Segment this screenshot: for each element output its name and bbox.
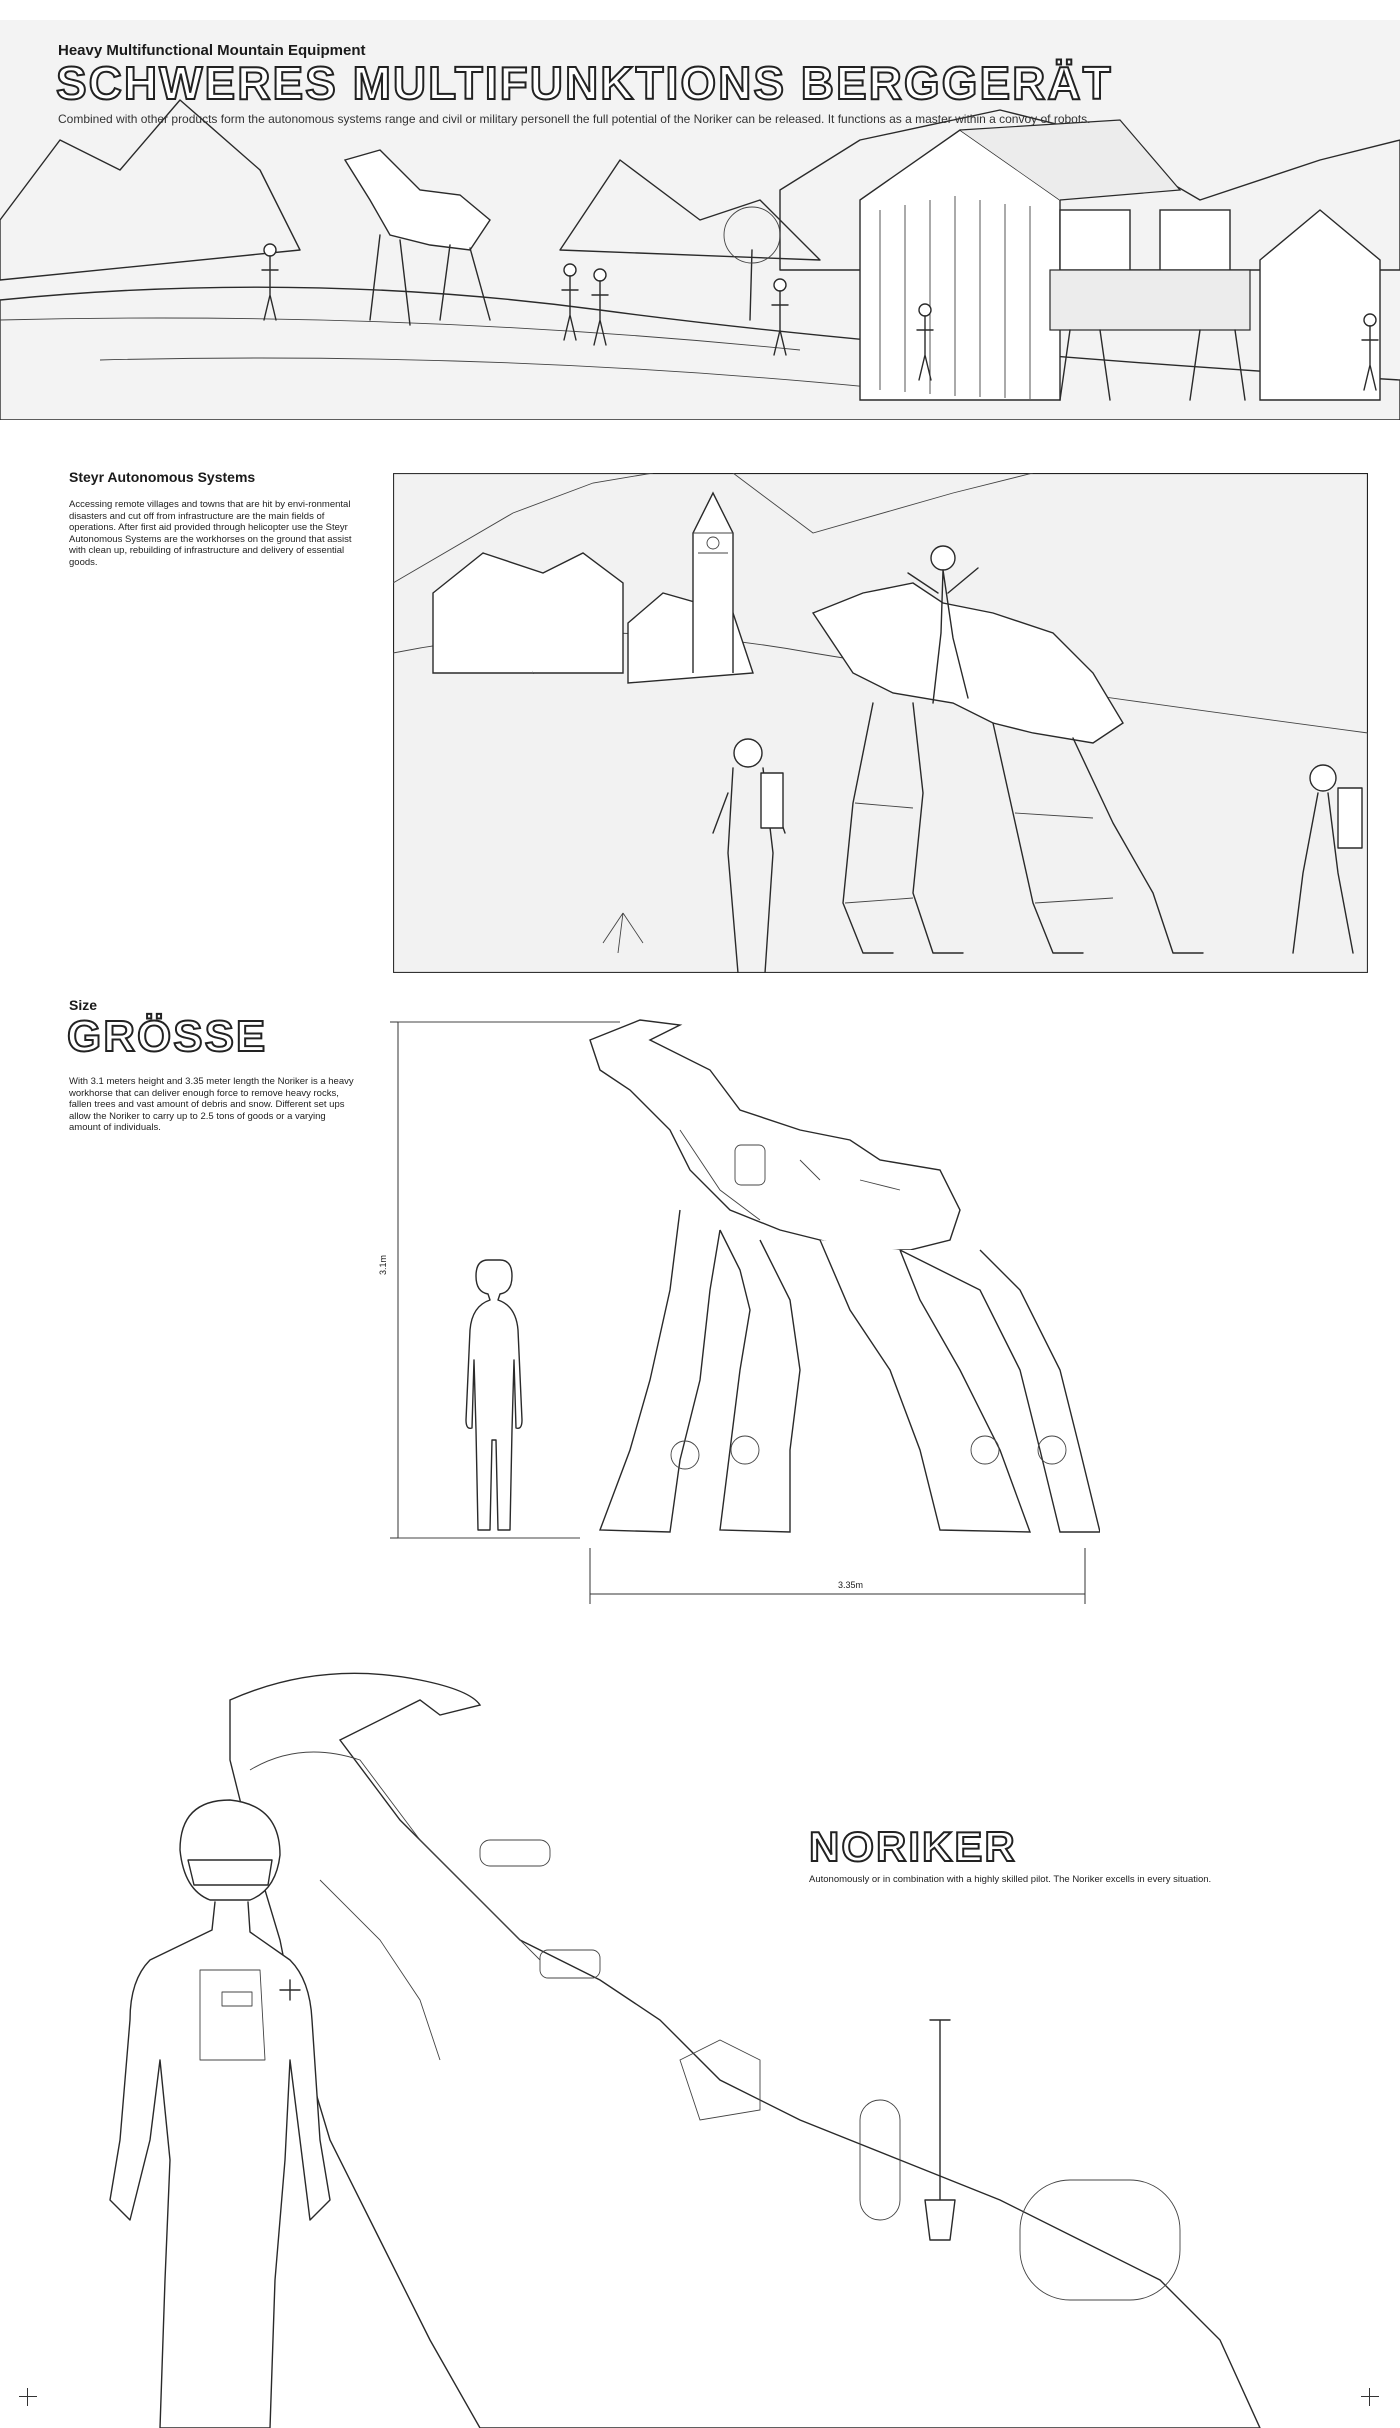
size-comparison-diagram (380, 1010, 1100, 1610)
village-scene-illustration (393, 473, 1368, 973)
size-title: GRÖSSE (67, 1012, 268, 1061)
systems-body: Accessing remote villages and towns that are hit by envi-ronmental disasters and cut off from infrastructure are the main fields of operations. After first aid provided through helicopter use the Steyr Autonomous Systems are the workhorses on the ground that assist with clean up, rebuilding of infrastructure and delivery of essential goods. (69, 499, 352, 568)
page-title: SCHWERES MULTIFUNKTIONS BERGGERÄT (56, 57, 1113, 109)
header-eyebrow: Heavy Multifunctional Mountain Equipment (58, 42, 366, 59)
header-subline: Combined with other products form the autonomous systems range and civil or military personell the full potential of the Noriker can be released. It functions as a master within a convoy of robots. (58, 112, 1091, 126)
size-eyebrow: Size (69, 997, 98, 1013)
length-dimension-label: 3.35m (838, 1580, 864, 1590)
noriker-title: NORIKER (809, 1823, 1017, 1870)
noriker-body: Autonomously or in combination with a highly skilled pilot. The Noriker excells in every situation. (809, 1874, 1212, 1885)
noriker-pilot-illustration (0, 1640, 1400, 2428)
size-body: With 3.1 meters height and 3.35 meter length the Noriker is a heavy workhorse that can deliver enough force to remove heavy rocks, fallen trees and vast amount of debris and snow. Different set ups allow the Noriker to carry up to 2.5 tons of goods or a varying amount of individuals. (69, 1076, 354, 1133)
height-dimension-label: 3.1m (378, 1254, 388, 1275)
systems-heading: Steyr Autonomous Systems (69, 469, 256, 485)
